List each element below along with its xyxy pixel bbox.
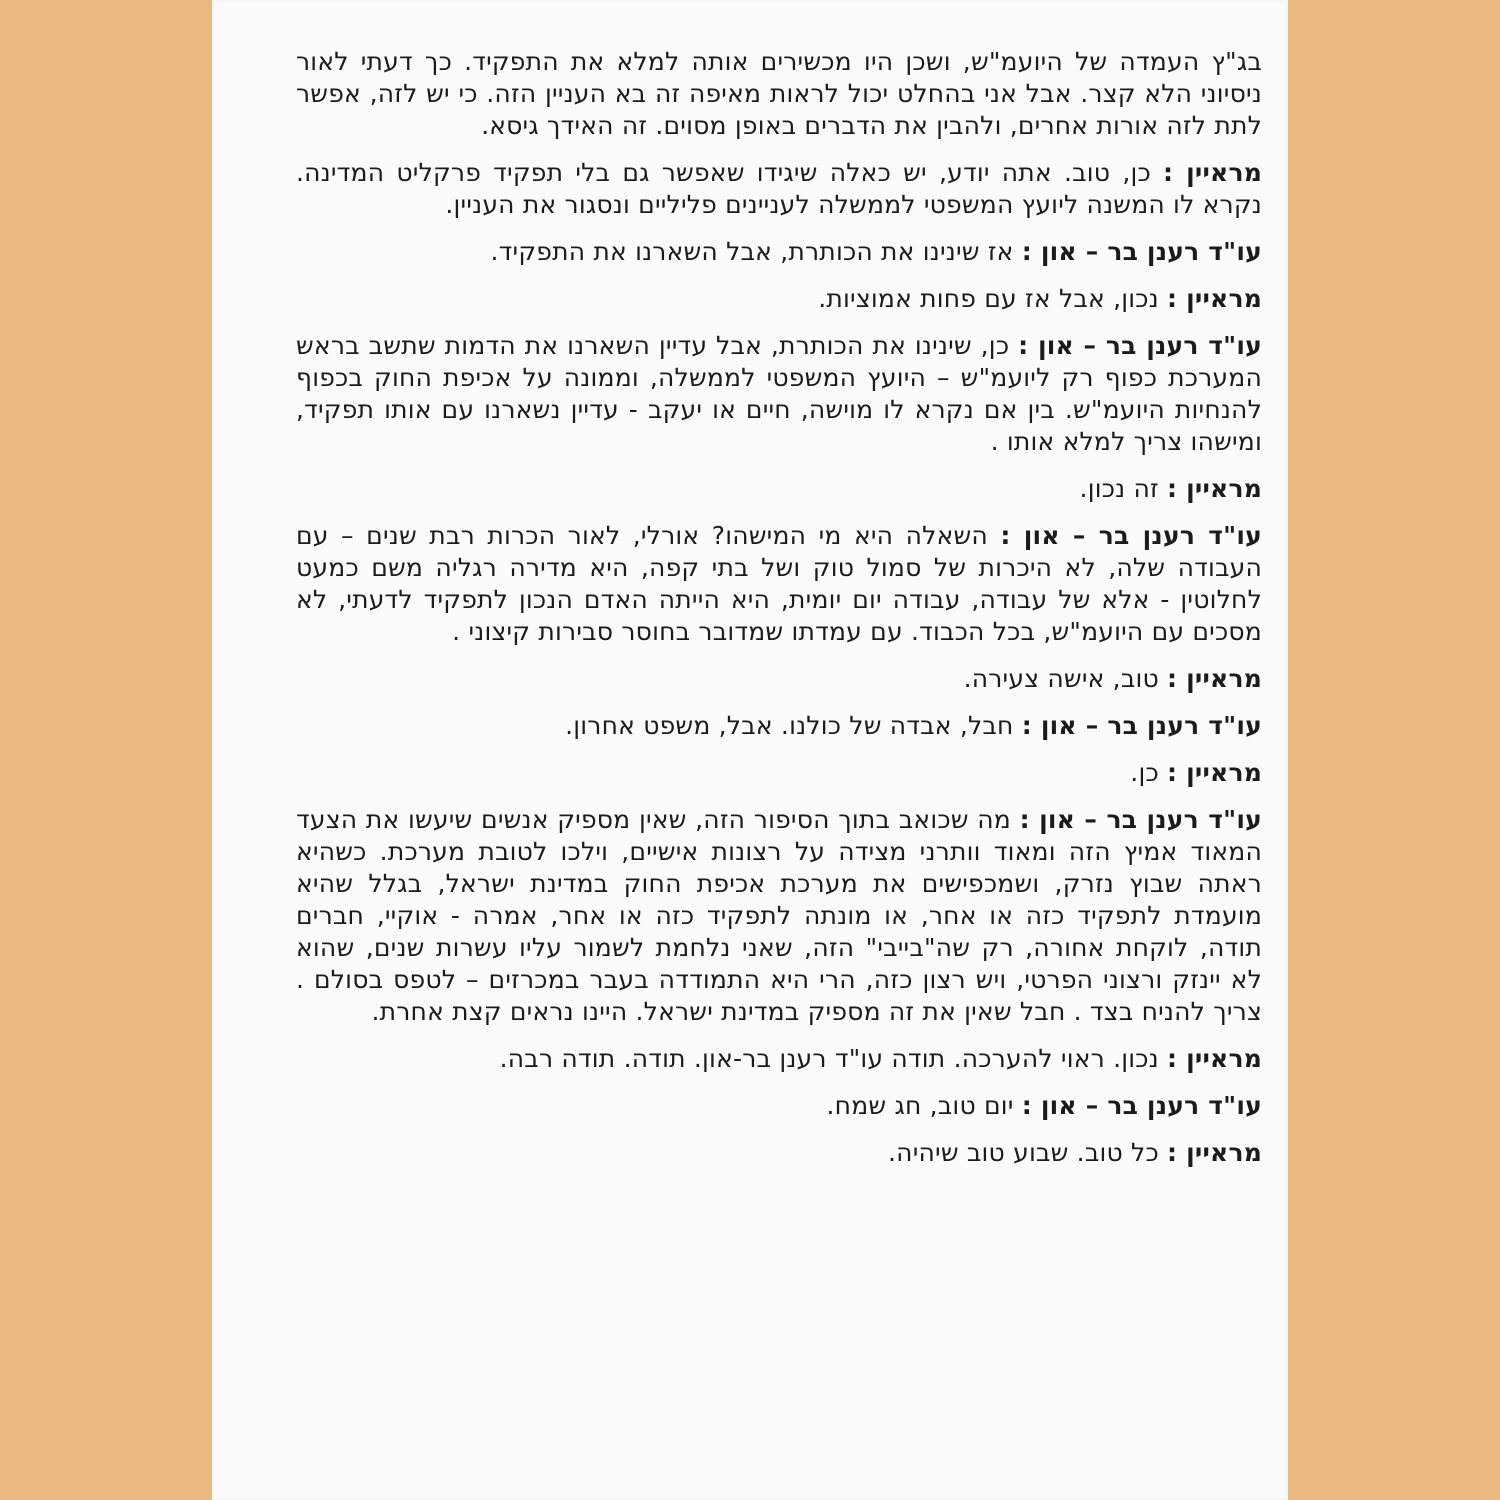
speaker-text: נכון, אבל אז עם פחות אמוציות. — [818, 284, 1159, 313]
speaker-text: טוב, אישה צעירה. — [963, 664, 1159, 693]
speaker-label: עו"ד רענן בר – און : — [1019, 805, 1262, 834]
speaker-text: כן, שינינו את הכותרת, אבל עדיין השארנו את הדמות שתשב בראש המערכת כפוף רק ליועמ"ש – היועץ המשפטי לממשלה, וממונה על אכיפת החוק בכפוף להנחיות היועמ"ש. בין אם נקרא לו מוישה, חיים או יעקב - עדיין נשארנו עם אותו תפקיד, ומישהו צריך למלא אותו . — [296, 331, 1262, 456]
document-page — [212, 0, 1288, 1500]
speaker-text: כן. — [1130, 758, 1159, 787]
transcript-paragraph — [296, 804, 1262, 1028]
speaker-text: בג"ץ העמדה של היועמ"ש, ושכן היו מכשירים אותה למלא את התפקיד. כך דעתי לאור ניסיוני הלא קצר. אבל אני בהחלט יכול לראות מאיפה זה בא העניין הזה. כי יש לזה, אפשר לתת לזה אורות אחרים, ולהבין את הדברים באופן מסוים. זה האידך גיסא. — [296, 47, 1262, 140]
speaker-label: מראיין : — [1163, 158, 1262, 187]
transcript-paragraph — [296, 157, 1262, 221]
speaker-label: עו"ד רענן בר – און : — [1021, 237, 1262, 266]
speaker-text: נכון. ראוי להערכה. תודה עו"ד רענן בר-און. תודה. תודה רבה. — [499, 1044, 1159, 1073]
speaker-label: מראיין : — [1167, 1138, 1262, 1167]
transcript-paragraph — [296, 520, 1262, 648]
speaker-text: זה נכון. — [1079, 474, 1159, 503]
transcript-paragraph — [296, 473, 1262, 505]
transcript-paragraph — [296, 46, 1262, 142]
speaker-text: חבל, אבדה של כולנו. אבל, משפט אחרון. — [565, 711, 1014, 740]
transcript-paragraph — [296, 1043, 1262, 1075]
speaker-label: מראיין : — [1167, 474, 1262, 503]
speaker-label: עו"ד רענן בר – און : — [1018, 331, 1262, 360]
speaker-label: מראיין : — [1167, 758, 1262, 787]
transcript-paragraph — [296, 663, 1262, 695]
speaker-text: כן, טוב. אתה יודע, יש כאלה שיגידו שאפשר גם בלי תפקיד פרקליט המדינה. נקרא לו המשנה ליועץ המשפטי לממשלה לעניינים פליליים ונסגור את העניין. — [296, 158, 1262, 219]
transcript-paragraph — [296, 1090, 1262, 1122]
transcript-paragraph — [296, 330, 1262, 458]
speaker-label: עו"ד רענן בר – און : — [1000, 521, 1262, 550]
speaker-label: מראיין : — [1167, 284, 1262, 313]
transcript-paragraph — [296, 236, 1262, 268]
transcript-paragraph — [296, 1137, 1262, 1169]
speaker-label: עו"ד רענן בר – און : — [1021, 1091, 1262, 1120]
transcript-paragraph — [296, 283, 1262, 315]
speaker-text: מה שכואב בתוך הסיפור הזה, שאין מספיק אנשים שיעשו את הצעד המאוד אמיץ הזה ומאוד וותרני מצידה על רצונות אישיים, וילכו לטובת מערכת. כשהיא ראתה שבוץ נזרק, ושמכפישים את מערכת אכיפת החוק במדינת ישראל, בגלל שהיא מועמדת לתפקיד כזה או אחר, או מונתה לתפקיד כזה או אחר, אמרה - אוקיי, חברים תודה, לוקחת אחורה, רק שה"בייבי" הזה, שאני נלחמת לשמור עליו עשרות שנים, שהוא לא יינזק ורצוני הפרטי, ויש רצון כזה, הרי היא התמודדה בעבר במכרזים – לטפס בסולם . צריך להניח בצד . חבל שאין את זה מספיק במדינת ישראל. היינו נראים קצת אחרת. — [296, 805, 1262, 1026]
transcript-paragraph — [296, 710, 1262, 742]
interview-transcript — [212, 0, 1288, 1169]
transcript-paragraph — [296, 757, 1262, 789]
speaker-label: עו"ד רענן בר – און : — [1021, 711, 1262, 740]
speaker-label: מראיין : — [1167, 664, 1262, 693]
speaker-text: כל טוב. שבוע טוב שיהיה. — [888, 1138, 1159, 1167]
speaker-text: השאלה היא מי המישהו? אורלי, לאור הכרות רבת שנים – עם העבודה שלה, לא היכרות של סמול טוק ושל בתי קפה, היא מדירה רגליה משם כמעט לחלוטין - אלא של עבודה, עבודה יום יומית, היא הייתה האדם הנכון לתפקיד לדעתי, לא מסכים עם היועמ"ש, בכל הכבוד. עם עמדתו שמדובר בחוסר סבירות קיצוני . — [296, 521, 1262, 646]
speaker-text: אז שינינו את הכותרת, אבל השארנו את התפקיד. — [490, 237, 1014, 266]
speaker-label: מראיין : — [1167, 1044, 1262, 1073]
speaker-text: יום טוב, חג שמח. — [826, 1091, 1014, 1120]
